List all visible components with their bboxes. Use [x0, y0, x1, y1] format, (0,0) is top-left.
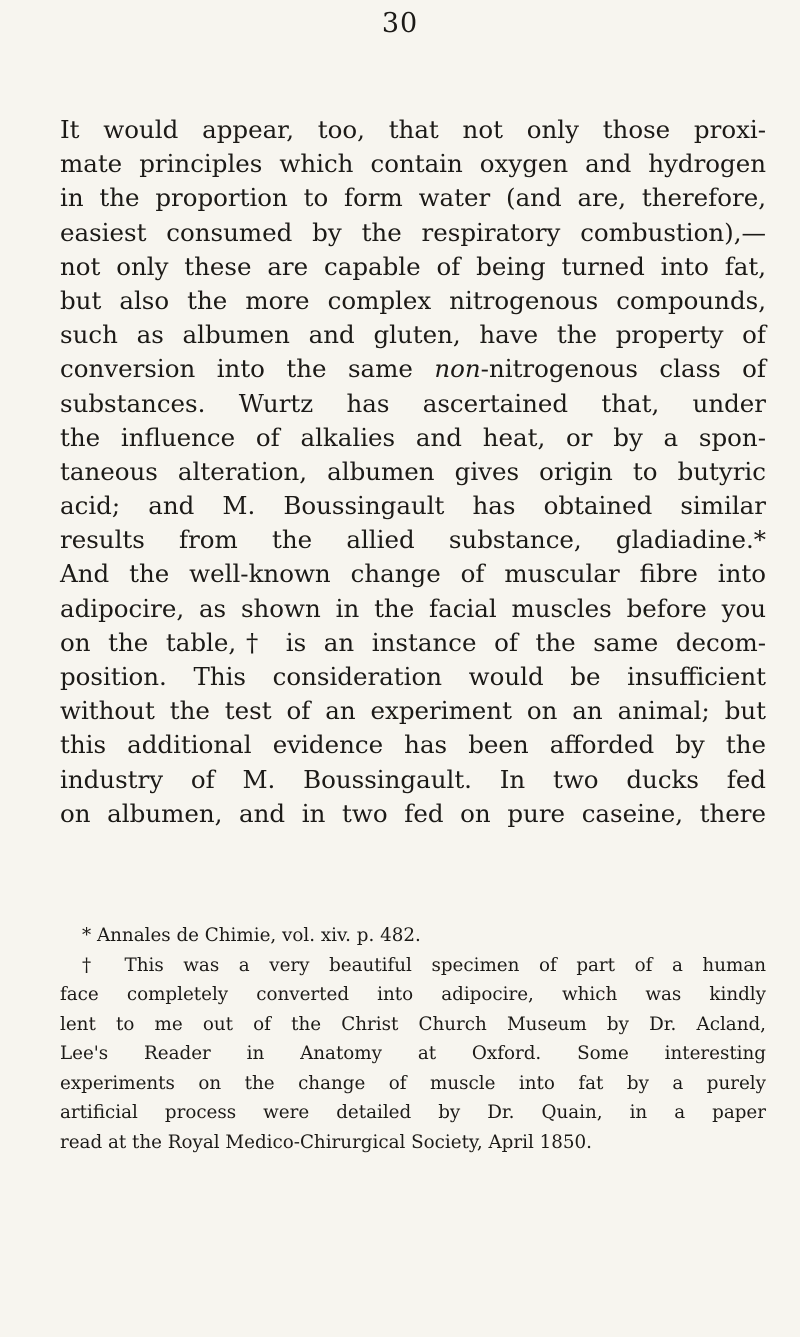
body-line: without the test of an experiment on an animal; but [60, 696, 766, 726]
body-line: the influence of alkalies and heat, or by a spon- [60, 422, 766, 452]
body-line: not only these are capable of being turned into fat, [60, 251, 766, 281]
footnote-line: face completely converted into adipocire, which was kindly [60, 984, 766, 1005]
footnote-line: * Annales de Chimie, vol. xiv. p. 482. [82, 925, 421, 946]
body-line: substances. Wurtz has ascertained that, under [60, 388, 766, 418]
body-line: in the proportion to form water (and are, therefore, [60, 183, 766, 213]
body-line: adipocire, as shown in the facial muscles before you [60, 593, 766, 623]
body-line: but also the more complex nitrogenous compounds, [60, 285, 766, 315]
body-line: on the table,† is an instance of the same decom- [60, 627, 766, 657]
body-line: this additional evidence has been afforded by the [60, 730, 766, 760]
body-line: It would appear, too, that not only those proxi- [60, 115, 766, 144]
footnotes [60, 921, 766, 1157]
body-line: conversion into the same non-nitrogenous class of [60, 354, 766, 384]
body-text [60, 113, 766, 831]
body-line: taneous alteration, albumen gives origin to butyric [60, 456, 766, 486]
footnote-line: † This was a very beautiful specimen of part of a human [82, 954, 766, 976]
body-line: acid; and M. Boussingault has obtained similar [60, 491, 766, 521]
body-line: easiest consumed by the respiratory combustion),— [60, 217, 766, 247]
body-line: mate principles which contain oxygen and hydrogen [60, 149, 766, 179]
footnote-line: Lee's Reader in Anatomy at Oxford. Some interesting [60, 1043, 766, 1064]
body-line: such as albumen and gluten, have the property of [60, 320, 766, 350]
body-line: results from the allied substance, gladiadine.* [60, 525, 766, 555]
body-line: And the well-known change of muscular fibre into [60, 559, 766, 589]
body-line: position. This consideration would be insufficient [60, 662, 766, 691]
body-line: on albumen, and in two fed on pure caseine, there [60, 798, 766, 828]
footnote-line: lent to me out of the Christ Church Museum by Dr. Acland, [60, 1013, 766, 1035]
body-line: industry of M. Boussingault. In two ducks fed [60, 764, 766, 794]
footnote-line: artificial process were detailed by Dr. Quain, in a paper [60, 1102, 766, 1123]
page-number: 30 [381, 8, 419, 39]
footnote-line: read at the Royal Medico-Chirurgical Society, April 1850. [60, 1131, 592, 1153]
footnote-line: experiments on the change of muscle into fat by a purely [60, 1072, 766, 1094]
